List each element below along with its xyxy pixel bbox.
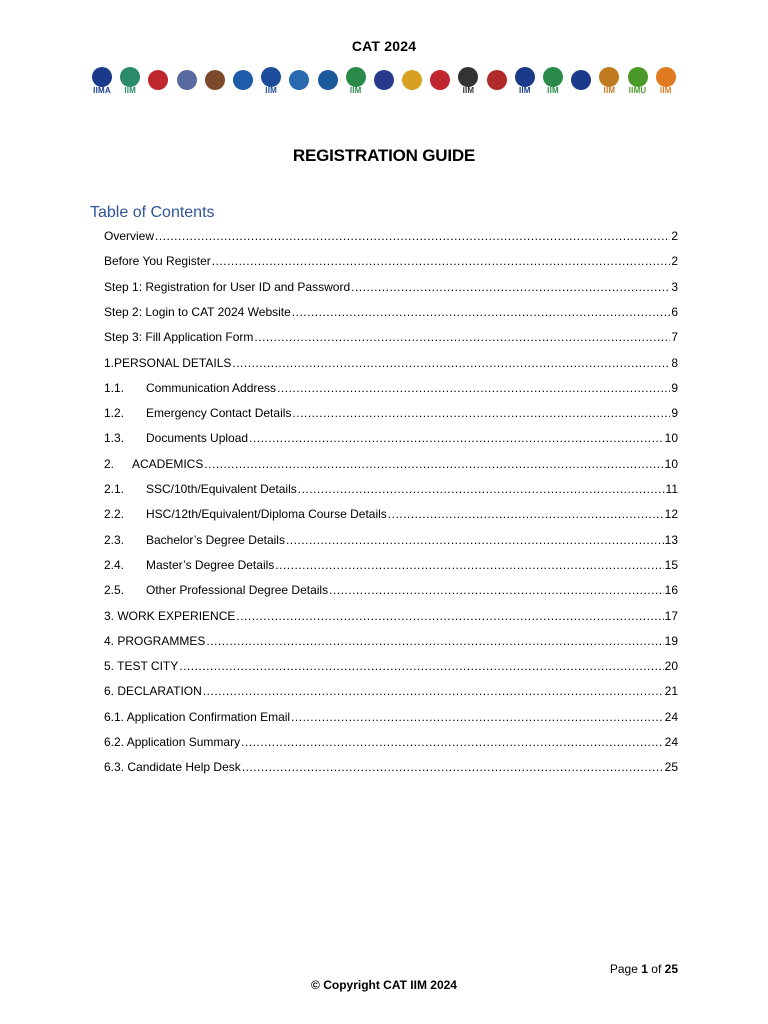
iima-logo-wordmark: IIMA [93,85,111,95]
iim-nagpur-logo [402,63,422,97]
iim-bangalore-logo-emblem [148,70,168,90]
toc-entry-label: Communication Address [146,380,277,395]
toc-entry-label: 5. TEST CITY [104,659,179,674]
iima-logo [92,63,112,97]
toc-entry[interactable] [104,479,678,497]
iim-tiruchirappalli-logo-wordmark: IIM [603,85,616,95]
iim-sirmaur-logo-wordmark: IIM [547,85,559,95]
toc-entry[interactable] [104,327,678,345]
toc-entry-label: 6. DECLARATION [104,684,202,699]
toc-entry[interactable] [104,504,678,522]
toc-entry[interactable] [104,403,678,421]
toc-entry[interactable] [104,277,678,295]
toc-entry-page: 10 [664,456,678,471]
iim-sirmaur-logo [543,63,563,97]
toc-entry-page: 9 [671,406,678,421]
iim-visakhapatnam-logo-emblem [656,67,676,87]
toc-entry[interactable] [104,353,678,371]
toc-dot-leader [242,759,664,775]
toc-entry-label: 6.3. Candidate Help Desk [104,760,241,775]
toc-entry[interactable] [104,631,678,649]
toc-entry-label: Bachelor’s Degree Details [146,532,285,547]
toc-dot-leader [329,582,664,598]
toc-entry-page: 3 [671,279,678,294]
iim-calcutta-logo-emblem [205,70,225,90]
toc-dot-leader [249,430,664,446]
toc-entry-page: 16 [664,583,678,598]
iim-rohtak-logo-emblem [487,70,507,90]
iim-udaipur-logo [628,63,648,97]
iim-bodh-gaya-logo-emblem [177,70,197,90]
toc-dot-leader [291,709,664,725]
toc-entry-label: Overview [104,229,155,243]
toc-dot-leader [241,734,664,750]
toc-entry-number: 2.1. [104,482,125,496]
toc-dot-leader [204,456,663,472]
toc-entry-page: 7 [671,330,678,345]
toc-entry-label: Other Professional Degree Details [146,583,329,598]
toc-entry-label: Before You Register [104,254,211,269]
page-number [610,962,678,976]
iim-indore-logo [233,63,253,97]
iim-sambalpur-logo-emblem [571,70,591,90]
iim-jammu-logo-wordmark: IIM [265,85,277,95]
toc-entry-number: 1.2. [104,406,125,421]
toc-dot-leader [388,506,664,522]
toc-heading: Table of Contents [90,204,215,221]
toc-entry-number: 2.4. [104,557,125,572]
toc-entry-page: 17 [664,608,678,623]
toc-entry[interactable] [104,707,678,725]
toc-dot-leader [286,532,664,548]
toc-dot-leader [236,608,663,624]
iim-lucknow-logo-wordmark: IIM [349,85,362,95]
iim-ranchi-logo [458,63,478,97]
toc-entry-page: 24 [664,709,678,724]
toc-dot-leader [179,658,663,674]
copyright-notice: © Copyright CAT IIM 2024 [311,978,457,992]
toc-dot-leader [206,633,663,649]
toc-entry[interactable] [104,732,678,750]
iim-lucknow-logo [346,63,366,97]
iim-lucknow-logo-emblem [346,67,366,87]
page-of: of [651,962,662,976]
toc-entry[interactable] [104,251,678,269]
toc-entry-label: 4. PROGRAMMES [104,633,206,648]
iim-bangalore-logo [148,63,168,97]
toc-entry-label: Step 3: Fill Application Form [104,330,254,345]
page-prefix: Page [609,962,638,976]
toc-dot-leader [277,380,670,396]
toc-entry-page: 12 [664,507,678,522]
toc-entry-number: 1.1. [104,380,125,395]
iim-nagpur-logo-emblem [402,70,422,90]
iim-shillong-logo-emblem [515,67,535,87]
toc-entry-label: 6.1. Application Confirmation Email [104,709,291,724]
toc-dot-leader [298,481,665,497]
toc-dot-leader [254,329,670,345]
toc-entry[interactable] [104,656,678,674]
toc-entry-page: 11 [665,482,678,496]
toc-entry[interactable] [104,378,678,396]
toc-dot-leader [203,683,664,699]
toc-entry[interactable] [104,681,678,699]
iim-ranchi-logo-emblem [458,67,478,87]
toc-entry-label: Step 2: Login to CAT 2024 Website [104,304,291,319]
toc-entry-label: 1.PERSONAL DETAILS [104,355,232,370]
iim-raipur-logo [430,63,450,97]
toc-entry-page: 25 [664,760,678,775]
toc-entry-page: 13 [664,532,678,547]
toc-dot-leader [292,405,670,421]
toc-entry-page: 10 [664,431,678,446]
iim-mumbai-logo [374,63,394,97]
toc-dot-leader [232,355,670,371]
toc-entry[interactable] [104,428,678,446]
iima-logo-emblem [92,67,112,87]
toc-dot-leader [212,253,671,269]
iim-calcutta-logo [205,63,225,97]
iim-jammu-logo [261,63,281,97]
toc-entry-page: 9 [671,380,678,395]
iim-udaipur-logo-wordmark: IIMU [628,85,647,95]
iim-bodh-gaya-logo [177,63,197,97]
toc-dot-leader [155,228,670,244]
toc-entry[interactable] [104,302,678,320]
toc-entry-label: ACADEMICS [132,456,204,471]
toc-entry-label: SSC/10th/Equivalent Details [146,482,297,496]
toc-entry[interactable] [104,757,678,775]
toc-entry-page: 8 [671,355,678,370]
iim-visakhapatnam-logo [656,63,676,97]
iim-visakhapatnam-logo-wordmark: IIM [659,85,672,95]
iim-raipur-logo-emblem [430,70,450,90]
toc-entry[interactable] [104,606,678,624]
iim-amritsar-logo [120,63,140,97]
iim-logo-strip [92,62,676,98]
toc-entry-number: 2. [104,456,115,471]
toc-entry-page: 2 [671,254,678,269]
toc-entry-page: 20 [664,659,678,674]
toc-entry-label: HSC/12th/Equivalent/Diploma Course Details [146,507,387,522]
iim-sambalpur-logo [571,63,591,97]
toc-entry-label: Step 1: Registration for User ID and Password [104,279,351,294]
toc-entry[interactable] [104,454,678,472]
toc-entry-number: 1.3. [104,431,125,446]
document-title: REGISTRATION GUIDE [292,146,476,165]
toc-entry-page: 6 [671,304,678,319]
toc-entry-label: Emergency Contact Details [146,406,292,421]
iim-kozhikode-logo-emblem [318,70,338,90]
iim-jammu-logo-emblem [261,67,281,87]
toc-entry-page: 19 [664,633,678,648]
iim-shillong-logo [515,63,535,97]
toc-entry-number: 2.3. [104,532,125,547]
toc-entry[interactable] [104,226,678,244]
iim-tiruchirappalli-logo-emblem [599,67,619,87]
toc-entry-page: 2 [671,229,678,243]
toc-entry[interactable] [104,555,678,573]
iim-mumbai-logo-emblem [374,70,394,90]
toc-dot-leader [275,557,663,573]
iim-kozhikode-logo [318,63,338,97]
toc-entry-page: 21 [664,684,678,699]
page-current: 1 [641,962,648,976]
toc-entry-number: 2.5. [104,583,125,598]
toc-entry-label: Master’s Degree Details [146,557,275,572]
header-title: CAT 2024 [351,38,417,54]
iim-amritsar-logo-emblem [120,67,140,87]
toc-entry-label: Documents Upload [146,431,249,446]
toc-entry-number: 2.2. [104,507,125,522]
toc-entry-label: 3. WORK EXPERIENCE [104,608,236,623]
toc-dot-leader [351,279,670,295]
iim-amritsar-logo-wordmark: IIM [124,85,137,95]
iim-shillong-logo-wordmark: IIM [518,85,531,95]
iim-sirmaur-logo-emblem [543,67,563,87]
toc-entry[interactable] [104,580,678,598]
toc-entry-label: 6.2. Application Summary [104,735,241,749]
iim-udaipur-logo-emblem [628,67,648,87]
iim-ranchi-logo-wordmark: IIM [462,85,475,95]
iim-rohtak-logo [487,63,507,97]
iim-kashipur-logo [289,63,309,97]
iim-indore-logo-emblem [233,70,253,90]
toc-entry-page: 24 [664,735,678,749]
toc-entry[interactable] [104,530,678,548]
toc-dot-leader [292,304,671,320]
iim-tiruchirappalli-logo [599,63,619,97]
toc-entry-page: 15 [664,557,678,572]
page-total: 25 [664,962,678,976]
iim-kashipur-logo-emblem [289,70,309,90]
